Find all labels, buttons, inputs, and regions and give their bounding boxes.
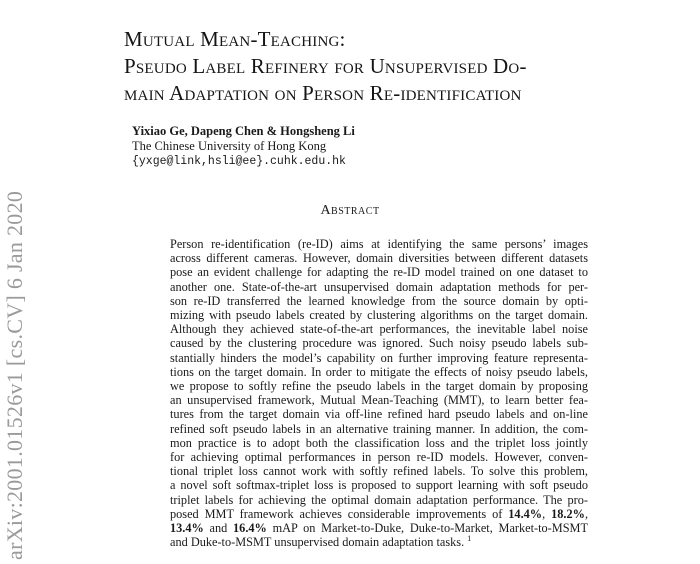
- abstract-line: pose an evident challenge for adapting the re-ID model trained on one dataset to: [170, 265, 588, 280]
- abstract-line: son re-ID transferred the learned knowledge from the source domain by opti-: [170, 293, 588, 308]
- abstract-line: a novel soft softmax-triplet loss is proposed to support learning with soft pseudo: [170, 478, 588, 493]
- abstract-line: [170, 521, 588, 535]
- title-line: Mutual Mean-Teaching:: [124, 27, 346, 51]
- abstract-line: tional triplet loss cannot work with softly refined labels. To solve this problem,: [170, 464, 588, 479]
- abstract-line: triplet labels for achieving the optimal domain adaptation performance. The pro-: [170, 492, 588, 507]
- abstract-line: mon practice is to adopt both the classification loss and the triplet loss jointly: [170, 435, 588, 450]
- abstract-line: Person re-identification (re-ID) aims at identifying the same persons’ images: [170, 237, 588, 251]
- separator: ,: [542, 506, 552, 521]
- abstract-line: mizing with pseudo labels created by clustering algorithms on the target domain.: [170, 308, 588, 323]
- abstract-line: across different cameras. However, domain diversities between different datasets: [170, 251, 588, 266]
- paper-title: [124, 26, 684, 107]
- title-line: main Adaptation on Person Re-identification: [124, 81, 522, 105]
- abstract-line: tures from the target domain via off-line refined hard pseudo labels and on-line: [170, 407, 588, 422]
- result-market-value: 18.2%: [551, 506, 585, 521]
- separator: ,: [584, 506, 589, 521]
- abstract-line: [170, 535, 588, 549]
- result-duke-value: 14.4%: [508, 506, 543, 521]
- abstract-heading: Abstract: [320, 203, 380, 218]
- abstract-line: tions on the target domain. In order to mitigate the effects of noisy pseudo labels,: [170, 364, 588, 379]
- abstract-line: refined soft pseudo labels in an alternative training manner. In addition, the com-: [170, 421, 588, 436]
- abstract-text: and: [203, 521, 234, 536]
- abstract-line: Although they achieved state-of-the-art performances, the inevitable label noise: [170, 322, 588, 337]
- abstract-line: an unsupervised framework, Mutual Mean-Teaching (MMT), to learn better fea-: [170, 393, 588, 408]
- abstract-body: [170, 237, 588, 549]
- abstract-line: caused by the clustering procedure was ignored. Such noisy pseudo labels sub-: [170, 336, 588, 351]
- result-duke-msmt-value: 16.4%: [233, 521, 267, 536]
- author-email: {yxge@link,hsli@ee}.cuhk.edu.hk: [132, 155, 346, 168]
- author-block: [132, 124, 355, 169]
- abstract-line: for achieving optimal performances in person re-ID models. However, conven-: [170, 450, 588, 465]
- abstract-text: mAP on Market-to-Duke, Duke-to-Market, Market-to-MSMT: [266, 521, 588, 536]
- footnote-marker: 1: [467, 534, 472, 544]
- abstract-line: another one. State-of-the-art unsupervised domain adaptation methods for per-: [170, 279, 588, 294]
- abstract-text: and Duke-to-MSMT unsupervised domain adaptation tasks.: [170, 535, 465, 550]
- title-line: Pseudo Label Refinery for Unsupervised Do-: [124, 54, 527, 78]
- abstract-line: [170, 507, 588, 521]
- abstract-text: posed MMT framework achieves considerable improvements of: [170, 506, 509, 521]
- abstract-line: stantially hinders the model’s capability on further improving feature representa-: [170, 350, 588, 365]
- author-names: Yixiao Ge, Dapeng Chen & Hongsheng Li: [132, 124, 355, 138]
- abstract-line: we propose to softly refine the pseudo labels in the target domain by proposing: [170, 379, 588, 394]
- result-msmt-value: 13.4%: [170, 521, 204, 536]
- arxiv-stamp: arXiv:2001.01526v1 [cs.CV] 6 Jan 2020: [2, 190, 27, 560]
- affiliation: The Chinese University of Hong Kong: [132, 139, 327, 153]
